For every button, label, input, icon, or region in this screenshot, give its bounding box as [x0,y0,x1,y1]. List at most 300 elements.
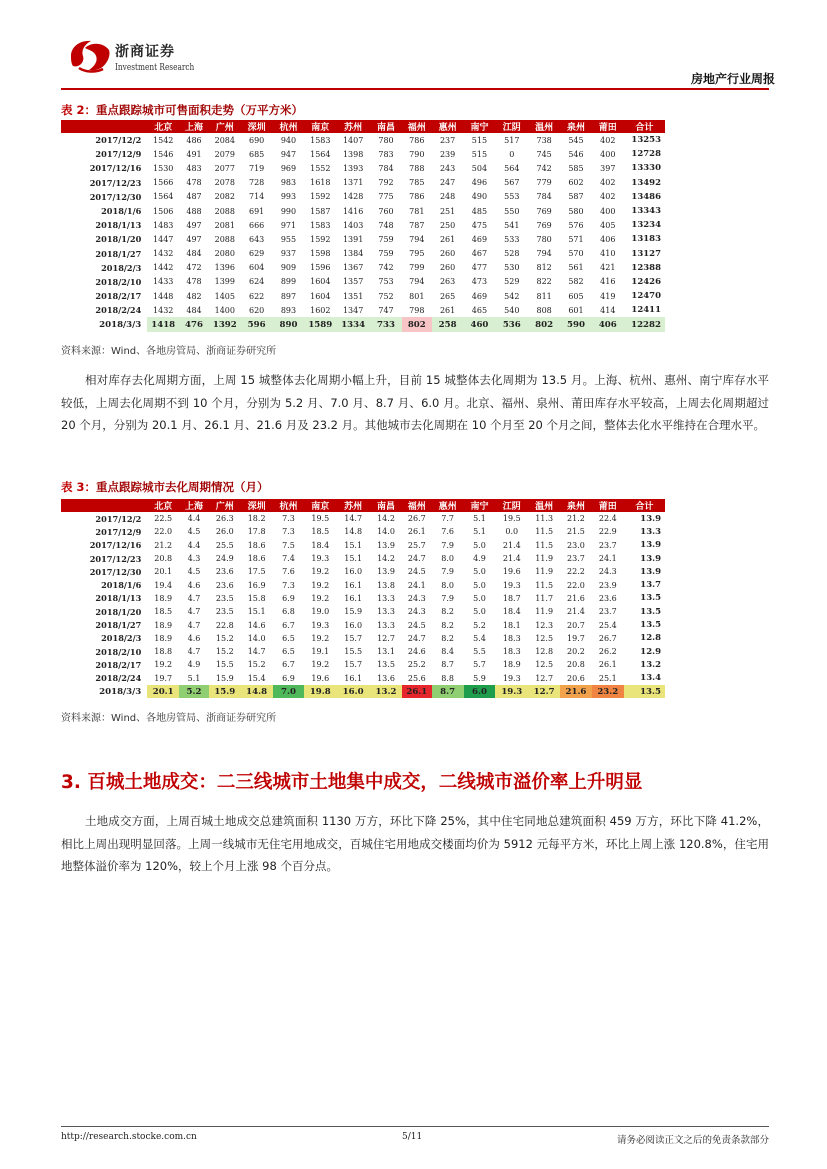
table-cell: 1371 [342,178,364,188]
table-row [61,204,665,218]
table-cell: 21.6 [560,685,592,698]
table-cell: 515 [471,135,488,145]
table-cell: 787 [409,220,425,230]
table-cell: 22.0 [154,527,173,537]
table-cell: 18.8 [154,647,173,657]
column-header: 苏州 [336,120,370,133]
header-divider [61,88,769,90]
table-cell: 517 [504,135,520,145]
table-row [61,525,665,538]
table-cell: 13.1 [377,647,395,657]
footer-divider [61,1126,769,1127]
row-total: 13234 [631,220,661,231]
column-header: 福州 [402,120,432,133]
table-cell: 24.3 [407,593,426,603]
table-cell: 478 [186,277,202,287]
table-cell: 16.0 [336,685,370,698]
table-cell: 4.7 [187,593,201,603]
table-cell: 1598 [310,249,331,259]
table-cell: 622 [248,291,265,301]
table-cell: 1416 [342,206,364,216]
table-cell: 19.2 [311,567,330,577]
table-cell: 629 [248,249,265,259]
table-cell: 643 [248,234,265,244]
table-cell: 20.1 [154,567,173,577]
table-cell: 19.5 [502,514,521,524]
table-cell: 487 [186,192,202,202]
table-cell: 1589 [304,317,336,331]
table-cell: 571 [568,234,584,244]
table-cell: 416 [600,277,616,287]
table-cell: 23.6 [215,580,234,590]
table-cell: 24.6 [407,647,426,657]
table-cell: 24.7 [407,633,426,643]
table-cell: 529 [504,277,520,287]
table-cell: 1347 [342,305,364,315]
table-cell: 1604 [310,277,331,287]
table-cell: 17.8 [247,527,266,537]
column-header: 江阴 [495,499,528,512]
table-cell: 759 [378,234,394,244]
table-cell: 15.2 [215,633,234,643]
table-cell: 4.4 [187,540,201,550]
table-cell: 15.9 [344,607,363,617]
table-cell: 11.3 [535,514,554,524]
row-date: 2018/1/20 [95,234,142,245]
row-date: 2018/1/6 [101,580,142,591]
column-header: 南宁 [464,499,496,512]
table-cell: 15.2 [247,660,266,670]
table-row [61,539,665,552]
table-cell: 990 [280,206,297,216]
table-cell: 14.0 [377,527,395,537]
table-cell: 18.9 [154,593,173,603]
table-cell: 1546 [153,149,174,159]
table-row [61,289,665,303]
table-cell: 2081 [214,220,235,230]
table-cell: 16.9 [247,580,266,590]
table-cell: 486 [186,135,202,145]
table-cell: 0 [509,149,515,159]
row-total: 12728 [631,149,661,160]
table-cell: 792 [378,178,394,188]
table-cell: 553 [504,192,520,202]
table-cell: 1418 [147,317,179,331]
table-cell: 26.3 [215,514,234,524]
page-number: 5/11 [402,1132,423,1142]
table-cell: 7.9 [441,567,454,577]
table-cell: 19.6 [502,567,521,577]
table-cell: 1552 [310,163,331,173]
table-cell: 18.5 [311,527,330,537]
row-total: 13.7 [640,580,661,591]
table-cell: 12.5 [535,633,554,643]
table-cell: 6.5 [282,647,295,657]
table-cell: 24.1 [407,580,426,590]
table-cell: 602 [568,178,584,188]
table-cell: 1583 [310,135,331,145]
paragraph-inventory-cycle: 相对库存去化周期方面，上周 15 城整体去化周期小幅上升，目前 15 城整体去化周期为 13.5 月。上海、杭州、惠州、南宁库存水平较低，上周去化周期不到 10 个月，分别为 5.2 月、7.0 月、8.7 月、6.0 月。北京、福州、泉州、莆田库存水平较高，上周去化周期超过 20 个月，分别为 20.1 月、26.1 月、21.6 月及 23.2 月。其他城市去化周期在 10 个月至 20 个月之间，整体去化水平维持在合理水平。 [61,373,769,432]
table-cell: 5.2 [473,620,486,630]
table-cell: 19.6 [311,673,330,683]
table-cell: 780 [536,234,552,244]
table-cell: 748 [378,220,394,230]
table-row [61,565,665,578]
table-cell: 406 [592,317,624,331]
table-cell: 811 [536,291,552,301]
table-cell: 624 [248,277,265,287]
table2-caption-number: 表 2： [61,103,97,117]
table-cell: 5.0 [473,567,486,577]
column-header: 莆田 [592,499,624,512]
table-cell: 19.2 [311,580,330,590]
table-cell: 1587 [310,206,331,216]
column-header: 上海 [179,499,209,512]
table-cell: 23.9 [598,580,617,590]
table-cell: 265 [439,291,456,301]
table-cell: 4.3 [187,554,201,564]
table-cell: 20.8 [567,660,585,670]
column-header: 温州 [528,499,560,512]
table-cell: 15.7 [344,660,363,670]
row-date: 2018/1/20 [95,606,142,617]
table-cell: 21.6 [567,593,585,603]
row-total: 13486 [631,191,661,202]
table-cell: 11.9 [535,554,554,564]
row-total: 13.5 [640,593,661,604]
row-date: 2017/12/30 [89,566,142,577]
table-cell: 890 [273,317,305,331]
table-cell: 18.7 [502,593,521,603]
table-cell: 11.9 [535,567,554,577]
table-cell: 752 [378,291,394,301]
table-cell: 21.4 [567,607,585,617]
column-header: 泉州 [560,120,592,133]
table-cell: 18.3 [502,633,521,643]
table-cell: 483 [186,163,202,173]
table-cell: 482 [186,291,202,301]
table-cell: 1592 [310,234,331,244]
table-cell: 13.2 [370,685,402,698]
row-date: 2018/1/27 [95,248,142,259]
table-cell: 250 [439,220,456,230]
table-cell: 24.5 [407,567,426,577]
table-row [61,672,665,685]
table-cell: 4.7 [187,647,201,657]
column-header: 温州 [528,120,560,133]
table-cell: 24.7 [407,554,426,564]
table-cell: 536 [495,317,528,331]
table-cell: 5.4 [473,633,486,643]
column-header: 南昌 [370,120,402,133]
table-cell: 2077 [214,163,235,173]
table-cell: 23.2 [592,685,624,698]
table-cell: 596 [241,317,273,331]
table-cell: 24.1 [598,554,617,564]
column-header: 北京 [147,120,179,133]
table-cell: 1602 [310,305,331,315]
table-cell: 16.0 [344,567,363,577]
column-header: 深圳 [241,499,273,512]
table-cell: 1432 [153,305,174,315]
table-cell: 19.1 [311,647,330,657]
table-cell: 5.0 [473,607,486,617]
table-cell: 410 [600,249,616,259]
table-cell: 1432 [153,249,174,259]
table-cell: 6.7 [282,660,295,670]
table-cell: 14.8 [241,685,273,698]
table-cell: 476 [179,317,209,331]
table-cell: 5.2 [179,685,209,698]
table-cell: 22.9 [598,527,617,537]
row-total: 13.5 [640,620,661,631]
table-cell: 18.5 [154,607,173,617]
table-cell: 11.5 [535,580,554,590]
table-row [61,605,665,618]
table-cell: 26.2 [598,647,617,657]
table-cell: 580 [568,206,584,216]
table-cell: 14.0 [247,633,266,643]
table-cell: 799 [409,263,425,273]
row-date: 2018/1/6 [101,206,142,217]
row-total: 12426 [631,276,661,287]
row-date: 2017/12/2 [95,135,142,146]
table-cell: 20.1 [147,685,179,698]
table-cell: 530 [504,263,520,273]
table-cell: 1396 [214,263,235,273]
table-cell: 26.7 [598,633,617,643]
table-cell: 7.5 [282,540,295,550]
column-header: 深圳 [241,120,273,133]
brand-name-cn: 浙商证券 [115,44,175,60]
table-cell: 14.2 [377,554,395,564]
table-cell: 13.6 [377,673,395,683]
table2-caption-text: 重点跟踪城市可售面积走势（万平方米） [96,103,304,117]
table-cell: 893 [280,305,297,315]
column-header: 江阴 [495,120,528,133]
report-type: 房地产行业周报 [690,72,775,86]
table-cell: 21.5 [567,527,585,537]
table-cell: 15.4 [247,673,266,683]
table-cell: 808 [536,305,552,315]
table-cell: 18.6 [247,540,266,550]
row-date: 2017/12/16 [89,540,142,551]
table-cell: 775 [378,192,394,202]
table-cell: 13.9 [377,567,395,577]
table-cell: 794 [536,249,552,259]
section-title: 3. 百城土地成交：二三线城市土地集中成交，二线城市溢价率上升明显 [61,772,643,793]
table-cell: 666 [248,220,265,230]
column-header: 广州 [209,499,241,512]
table-cell: 18.2 [247,514,266,524]
table-cell: 15.5 [215,660,234,670]
table-cell: 22.4 [598,514,617,524]
table-cell: 18.4 [502,607,521,617]
table-cell: 5.0 [473,580,486,590]
table2-source: 资料来源：Wind、各地房管局、浙商证券研究所 [61,346,277,357]
table-cell: 496 [471,178,488,188]
table-row [61,578,665,591]
table-cell: 402 [600,135,616,145]
row-date: 2018/2/10 [95,646,142,657]
table-cell: 1399 [214,277,235,287]
table-cell: 4.5 [187,567,201,577]
table-row [61,512,665,525]
table-cell: 1506 [153,206,174,216]
table-cell: 550 [504,206,520,216]
row-date: 2018/2/24 [95,673,142,684]
table-cell: 515 [471,149,488,159]
table-cell: 25.4 [598,620,617,630]
table-cell: 4.9 [473,554,486,564]
table-cell: 7.7 [441,514,454,524]
table-cell: 5.1 [187,673,201,683]
table-cell: 469 [471,234,488,244]
table-row [61,317,665,331]
table-cell: 19.3 [311,554,330,564]
table-cell: 1384 [342,249,364,259]
table-cell: 1403 [342,220,364,230]
table-cell: 1400 [214,305,235,315]
row-total: 13253 [631,135,661,146]
table-cell: 1351 [342,291,364,301]
table-cell: 1405 [214,291,235,301]
table-cell: 24.5 [407,620,426,630]
table-cell: 26.1 [402,685,432,698]
table-cell: 477 [471,263,488,273]
table-cell: 6.7 [282,620,295,630]
table-cell: 24.3 [407,607,426,617]
row-date: 2017/12/16 [89,163,142,174]
table-cell: 15.9 [215,673,234,683]
table-cell: 781 [409,206,425,216]
table-cell: 2084 [214,135,235,145]
table-cell: 14.2 [377,514,395,524]
table-cell: 7.6 [282,567,295,577]
table-cell: 620 [248,305,265,315]
table-cell: 785 [409,178,425,188]
table-row [61,218,665,232]
table-cell: 258 [432,317,464,331]
table-cell: 2088 [214,234,235,244]
column-header: 杭州 [273,120,305,133]
table-cell: 19.2 [154,660,173,670]
row-total: 12388 [631,262,661,273]
table-cell: 12.7 [535,673,554,683]
table-cell: 899 [280,277,297,287]
table-cell: 497 [186,234,202,244]
table-cell: 0.0 [505,527,519,537]
table-cell: 11.5 [535,540,554,550]
table-cell: 484 [186,249,202,259]
footer-url[interactable]: http://research.stocke.com.cn [61,1132,197,1142]
table-cell: 25.7 [407,540,426,550]
table-cell: 798 [409,305,425,315]
column-header [61,120,147,133]
table-cell: 1442 [153,263,174,273]
table-cell: 19.7 [154,673,173,683]
table-cell: 7.4 [282,554,295,564]
table-cell: 5.0 [473,540,486,550]
table-cell: 16.1 [344,673,363,683]
table-cell: 955 [280,234,297,244]
table-cell: 4.6 [187,633,201,643]
table-cell: 23.6 [598,593,617,603]
table-cell: 738 [536,135,552,145]
table-cell: 8.7 [441,660,454,670]
table-cell: 13.9 [377,540,395,550]
table-cell: 260 [439,263,456,273]
table-cell: 18.9 [154,620,173,630]
table-cell: 16.1 [344,580,363,590]
table-cell: 7.0 [273,685,305,698]
table-cell: 237 [439,135,456,145]
table-cell: 1398 [342,149,364,159]
table-cell: 19.8 [304,685,336,698]
table3-source: 资料来源：Wind、各地房管局、浙商证券研究所 [61,713,277,724]
table-cell: 263 [439,277,456,287]
row-total: 12.8 [640,633,661,644]
column-header: 北京 [147,499,179,512]
table-cell: 13.5 [377,660,395,670]
table-cell: 397 [600,163,616,173]
table-cell: 1393 [342,163,364,173]
table-cell: 690 [248,135,265,145]
table3-caption-number: 表 3： [61,480,97,494]
table-cell: 13.3 [377,593,395,603]
table-cell: 21.4 [502,554,521,564]
table-cell: 4.5 [187,527,201,537]
table-cell: 402 [600,192,616,202]
table-row [61,618,665,631]
table-cell: 25.2 [407,660,426,670]
table-cell: 685 [248,149,265,159]
table-cell: 6.0 [464,685,496,698]
table-cell: 22.5 [154,514,173,524]
table-cell: 1542 [153,135,174,145]
table-cell: 795 [409,249,425,259]
table-cell: 18.6 [247,554,266,564]
row-total: 13.9 [640,540,661,551]
table-cell: 16.1 [344,593,363,603]
table-cell: 15.5 [344,647,363,657]
table-row [61,658,665,671]
table-row [61,232,665,246]
table-cell: 719 [248,163,265,173]
table-cell: 19.3 [311,620,330,630]
table-cell: 475 [471,220,488,230]
table-cell: 784 [378,163,394,173]
table-cell: 1447 [153,234,174,244]
table-cell: 728 [248,178,265,188]
table-cell: 587 [568,192,584,202]
table-cell: 15.7 [344,633,363,643]
table-cell: 4.7 [187,607,201,617]
table-cell: 12.3 [535,620,554,630]
table-cell: 5.5 [473,647,486,657]
table-cell: 469 [471,291,488,301]
table-cell: 802 [528,317,560,331]
table-cell: 18.4 [311,540,330,550]
table-cell: 13.8 [377,580,395,590]
table-cell: 1596 [310,263,331,273]
table-cell: 769 [536,206,552,216]
table-cell: 260 [439,249,456,259]
row-total: 12282 [624,317,665,331]
row-date: 2018/2/17 [95,291,142,302]
row-total: 13.9 [640,513,661,524]
table-row [61,133,665,147]
